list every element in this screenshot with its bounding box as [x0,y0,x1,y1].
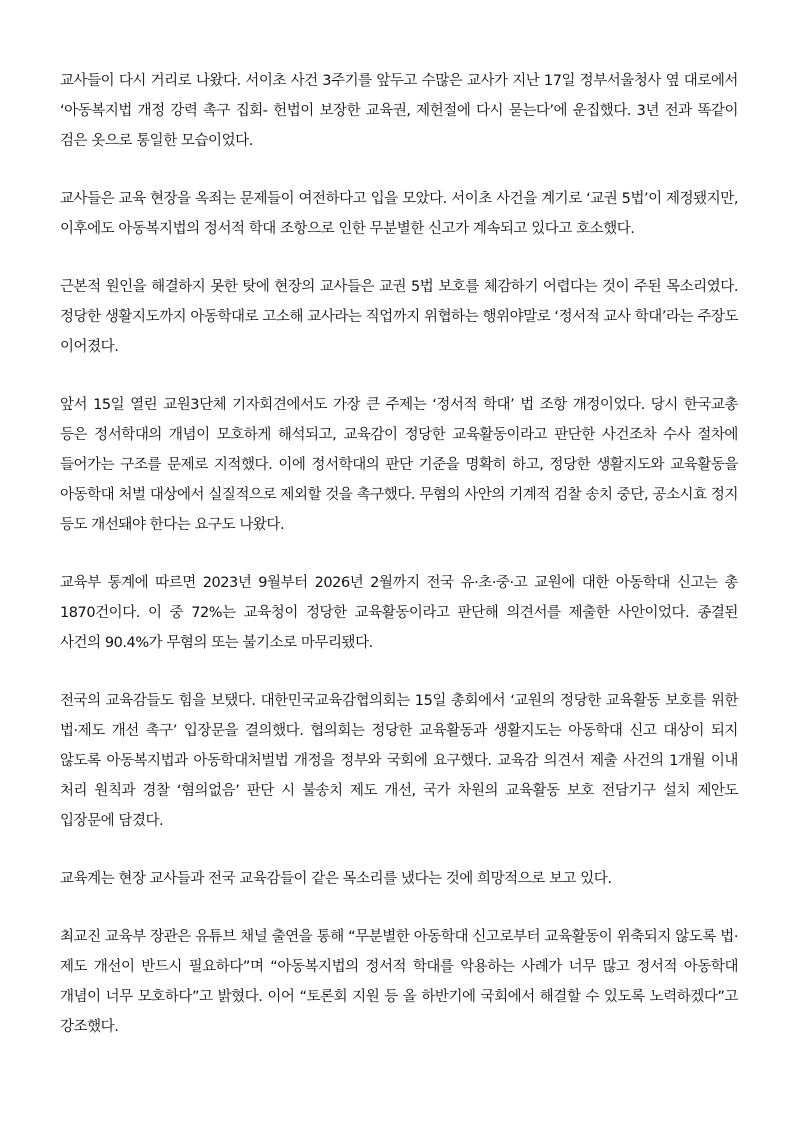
paragraph-1: 교사들이 다시 거리로 나왔다. 서이초 사건 3주기를 앞두고 수많은 교사가 지난 17일 정부서울청사 옆 대로에서 ‘아동복지법 개정 강력 촉구 집회- 헌법이 보장한 교육권, 제헌절에 다시 묻는다’에 운집했다. 3년 전과 똑같이 검은 옷으로 통일한 모습이었다. [60,73,738,149]
paragraph-4: 앞서 15일 열린 교원3단체 기자회견에서도 가장 큰 주제는 ‘정서적 학대’ 법 조항 개정이었다. 당시 한국교총 등은 정서학대의 개념이 모호하게 해석되고, 교육감이 정당한 교육활동이라고 판단한 사건조차 수사 절차에 들어가는 구조를 문제로 지적했다. 이에 정서학대의 판단 기준을 명확히 하고, 정당한 생활지도와 교육활동을 아동학대 처벌 대상에서 실질적으로 제외할 것을 촉구했다. 무혐의 사안의 기계적 검찰 송치 중단, 공소시효 정지 등도 개선돼야 한다는 요구도 나왔다. [60,397,738,533]
paragraph-8: 최교진 교육부 장관은 유튜브 채널 출연을 통해 “무분별한 아동학대 신고로부터 교육활동이 위축되지 않도록 법·제도 개선이 반드시 필요하다”며 “아동복지법의 정서적 학대를 악용하는 사례가 너무 많고 정서적 아동학대 개념이 너무 모호하다”고 밝혔다. 이어 “토론회 지원 등 올 하반기에 국회에서 해결할 수 있도록 노력하겠다”고 강조했다. [60,929,738,1035]
article-body [60,66,738,1070]
paragraph-3: 근본적 원인을 해결하지 못한 탓에 현장의 교사들은 교권 5법 보호를 체감하기 어렵다는 것이 주된 목소리였다. 정당한 생활지도까지 아동학대로 고소해 교사라는 직업까지 위협하는 행위야말로 ‘정서적 교사 학대’라는 주장도 이어졌다. [60,279,738,355]
paragraph-2: 교사들은 교육 현장을 옥죄는 문제들이 여전하다고 입을 모았다. 서이초 사건을 계기로 ‘교권 5법’이 제정됐지만, 이후에도 아동복지법의 정서적 학대 조항으로 인한 무분별한 신고가 계속되고 있다고 호소했다. [60,191,738,237]
paragraph-7: 교육계는 현장 교사들과 전국 교육감들이 같은 목소리를 냈다는 것에 희망적으로 보고 있다. [60,871,612,887]
paragraph-6: 전국의 교육감들도 힘을 보탰다. 대한민국교육감협의회는 15일 총회에서 ‘교원의 정당한 교육활동 보호를 위한 법·제도 개선 촉구’ 입장문을 결의했다. 협의회는 정당한 교육활동과 생활지도는 아동학대 신고 대상이 되지 않도록 아동복지법과 아동학대처벌법 개정을 정부와 국회에 요구했다. 교육감 의견서 제출 사건의 1개월 이내 처리 원칙과 경찰 ‘혐의없음’ 판단 시 불송치 제도 개선, 국가 차원의 교육활동 보호 전담기구 설치 제안도 입장문에 담겼다. [60,693,738,829]
paragraph-5: 교육부 통계에 따르면 2023년 9월부터 2026년 2월까지 전국 유·초·중·고 교원에 대한 아동학대 신고는 총 1870건이다. 이 중 72%는 교육청이 정당한 교육활동이라고 판단해 의견서를 제출한 사안이었다. 종결된 사건의 90.4%가 무혐의 또는 불기소로 마무리됐다. [60,575,738,651]
